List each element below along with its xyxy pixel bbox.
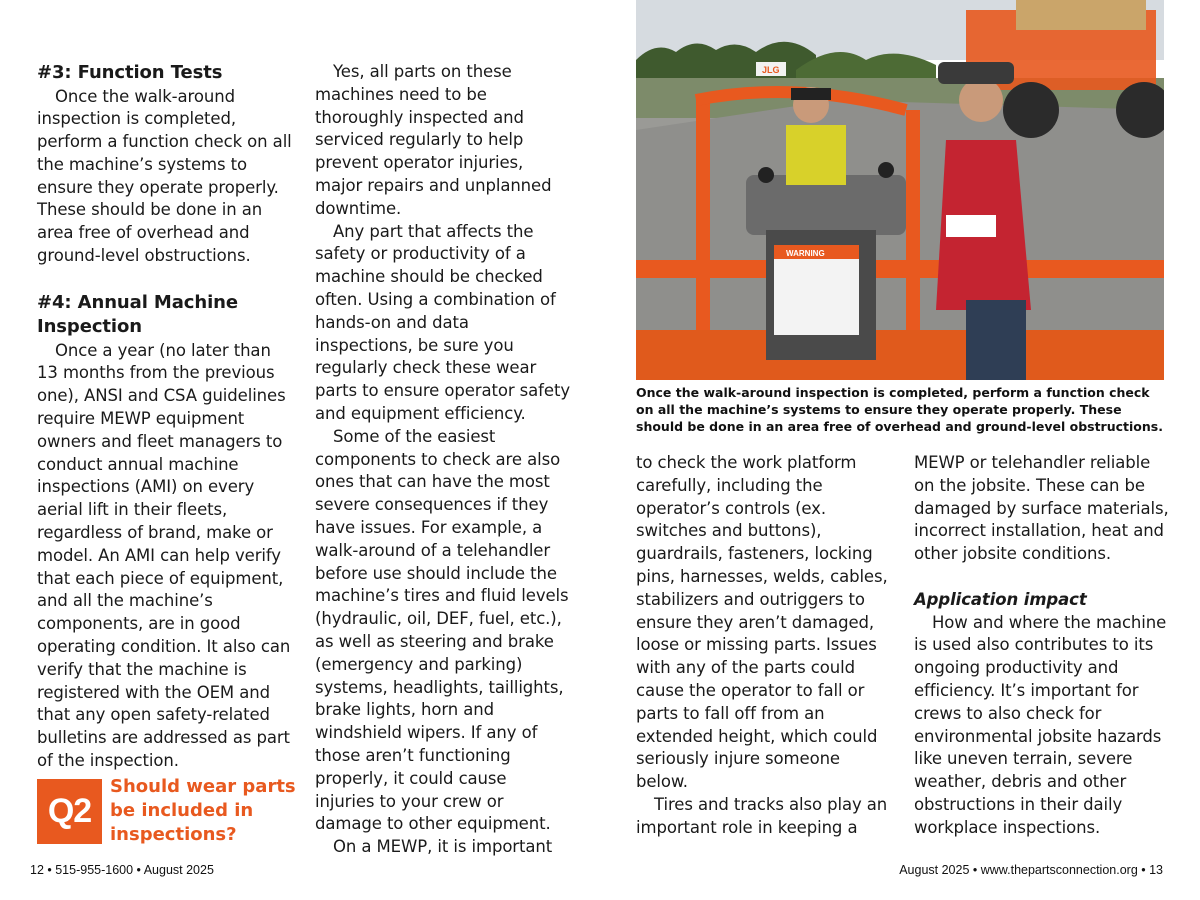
q2-badge: Q2	[37, 779, 102, 844]
paragraph: Tires and tracks also play an important role in keeping a	[636, 794, 888, 837]
paragraph: MEWP or telehandler reliable on the jobsite. These can be damaged by surface materials, incorrect installation, heat and other jobsite conditions.	[914, 453, 1169, 564]
paragraph: Once a year (no later than 13 months from the previous one), ANSI and CSA guidelines require MEWP equipment owners and fleet managers to conduct annual machine inspections (AMI) on every aerial lift in their fleets, regardless of brand, make or model. An AMI can help verify that each piece of equipment, and all the machine’s components, are in good operating condition. It also can verify that the machine is registered with the OEM and that any open safety-related bulletins are addressed as part of the inspection.	[37, 340, 291, 771]
subheading-application-impact: Application impact	[914, 589, 1087, 609]
paragraph: Some of the easiest components to check are also ones that can have the most severe consequences if they have issues. For example, a walk-around of a telehandler before use should include the machine’s tires and fluid levels (hydraulic, oil, DEF, fuel, etc.), as well as steering and brake (emergency and parking) systems, headlights, taillights, brake lights, horn and windshield wipers. If any of those aren’t functioning properly, it could cause injuries to your crew or damage to other equipment.	[315, 426, 569, 834]
paragraph: Once the walk-around inspection is completed, perform a function check on all the machine’s systems to ensure they operate properly. These should be done in an area free of overhead and ground-level obstructions.	[37, 86, 292, 266]
paragraph: to check the work platform carefully, including the operator’s controls (ex. switches and buttons), guardrails, fasteners, locking pins, harnesses, welds, cables, stabilizers and outriggers to ensure they aren’t damaged, loose or missing parts. Issues with any of the parts could cause the operator to fall or parts to fall off from an extended height, which could seriously injure someone below.	[636, 453, 888, 792]
paragraph: Yes, all parts on these machines need to be thoroughly inspected and serviced regularly to help prevent operator injuries, major repairs and unplanned downtime.	[315, 62, 552, 218]
column-2	[315, 61, 570, 859]
footer-right: August 2025 • www.thepartsconnection.org • 13	[899, 863, 1163, 877]
photo-illustration	[636, 0, 1164, 380]
column-1	[37, 61, 292, 773]
heading-annual-inspection: #4: Annual Machine Inspection	[37, 291, 238, 338]
inspection-photo	[636, 0, 1164, 380]
paragraph: How and where the machine is used also contributes to its ongoing productivity and efficiency. It’s important for crews to also check for environmental jobsite hazards like uneven terrain, severe weather, debris and other obstructions in their daily workplace inspections.	[914, 612, 1167, 837]
panel-warning-label: WARNING	[786, 249, 825, 258]
footer-left: 12 • 515-955-1600 • August 2025	[30, 863, 214, 877]
paragraph: On a MEWP, it is important	[333, 837, 553, 857]
column-3	[636, 452, 891, 840]
photo-caption: Once the walk-around inspection is completed, perform a function check on all the machine’s systems to ensure they operate properly. These should be done in an area free of overhead and ground-level obstructions.	[636, 385, 1163, 434]
column-4	[914, 452, 1169, 840]
heading-function-tests: #3: Function Tests	[37, 62, 223, 83]
sign-label: JLG	[762, 65, 780, 75]
paragraph: Any part that affects the safety or productivity of a machine should be checked often. Using a combination of hands-on and data inspections, be sure you regularly check these wear parts to ensure operator safety and equipment efficiency.	[315, 221, 570, 423]
q2-question: Should wear parts be included in inspections?	[110, 776, 296, 845]
